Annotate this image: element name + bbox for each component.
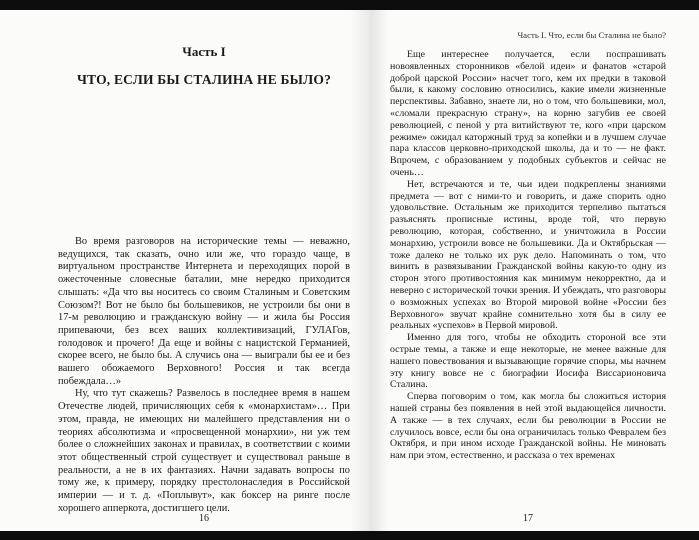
paragraph: Сперва поговорим о том, как могла бы сложиться история нашей страны без появления в ней этой выдающейся личности. А также — в тех случаях, если бы революции в России не случилось вовсе, если бы она ограничилась только Февралем без Октября, и при ином исходе Гражданской войны. Не миновать нам при этом, естественно, и рассказа о тех временах — [390, 391, 666, 462]
page-number-left: 16 — [199, 513, 209, 524]
scan-edge-bottom — [0, 531, 699, 540]
paragraph: Нет, встречаются и те, чьи идеи подкреплены знаниями предмета — вот с ними-то и говорить, и даже спорить одно удовольствие. Остальным же приходится терпеливо пытаться разъяснять прописные истины, вроде той, что первую революцию, которая, собственно, и уничтожила в России монархию, устроили вовсе не большевики. Да и Октябрьская — тоже далеко не только их рук дело. Напоминать о том, что винить в развязывании Гражданской войны какую-то одну из сторон этого противостояния как минимум некорректно, да и неверно с исторической точки зрения. И убеждать, что разговоры о возможных успехах во Второй мировой войне «России без Верховного» звучат крайне сомнительно хотя бы в силу ее реальных «успехов» в Первой мировой. — [390, 178, 666, 332]
chapter-title: ЧТО, ЕСЛИ БЫ СТАЛИНА НЕ БЫЛО? — [76, 72, 332, 87]
page-gutter-shadow — [350, 10, 388, 531]
scan-edge-top — [0, 0, 699, 10]
left-page-body — [58, 236, 350, 515]
paragraph: Еще интереснее получается, если поспрашивать новоявленных сторонников «белой идеи» и фанатов «старой доброй царской России» насчет того, кем их предки в таковой были, к какому сословию относились, какие имели жизненные перспективы. Забавно, знаете ли, но о том, что большевики, мол, «сломали прекрасную страну», на корню загубив ее своей революцией, с пеной у рта витийствуют те, кого «при царском режиме» ожидал каторжный труд за копейки и в лучшем случае пара классов церковно-приходской школы, да и то — не факт. Впрочем, с образованием у подобных субъектов и сейчас не очень… — [390, 49, 666, 178]
running-header: Часть I. Что, если бы Сталина не было? — [517, 30, 666, 40]
paragraph: Во время разговоров на исторические темы — неважно, ведущихся, так сказать, очно или же, что гораздо чаще, в виртуальном пространстве Интернета и переходящих порой в ожесточенные словесные баталии, мне нередко приходится слышать: «Да что вы носитесь со своим Сталиным и Советским Союзом?! Вот не было бы большевиков, не устроили бы они в 17-м революцию и гражданскую войну — и жила бы Россия припеваючи, без всех ваших коллективизаций, ГУЛАГов, голодовок и прочего! Да еще и войны с нацистской Германией, скорее всего, не было бы. А случись она — выиграли бы ее и без вашего обожаемого Верховного! Россия и так всегда побеждала…» — [58, 236, 350, 387]
paragraph: Именно для того, чтобы не обходить стороной все эти острые темы, а также и еще некоторые, не менее важные для нашего повествования и вызывающие горячие споры, мы начнем эту книгу вовсе не с биографии Иосифа Виссарионовича Сталина. — [390, 332, 666, 391]
page-left — [58, 10, 350, 531]
paragraph: Ну, что тут скажешь? Развелось в последнее время в нашем Отечестве людей, причисляющих себя к «монархистам»… При этом, правда, не имеющих ни малейшего представления ни о теориях абсолютизма и «просвещенной монархии», ни уж тем более о сложнейших законах и правилах, в соответствии с коими этот общественный строй существует и существовал раньше в реальности, а не в их фантазиях. Начни задавать вопросы по тому же, к примеру, порядку престолонаследия в Российской империи — и т. д. «Поплывут», как боксер на ринге после хорошего апперкота, достигшего цели. — [58, 388, 350, 514]
right-page-body — [390, 49, 666, 462]
part-heading: Часть I — [182, 44, 226, 59]
page-number-right: 17 — [523, 513, 533, 524]
page-right — [390, 10, 666, 531]
